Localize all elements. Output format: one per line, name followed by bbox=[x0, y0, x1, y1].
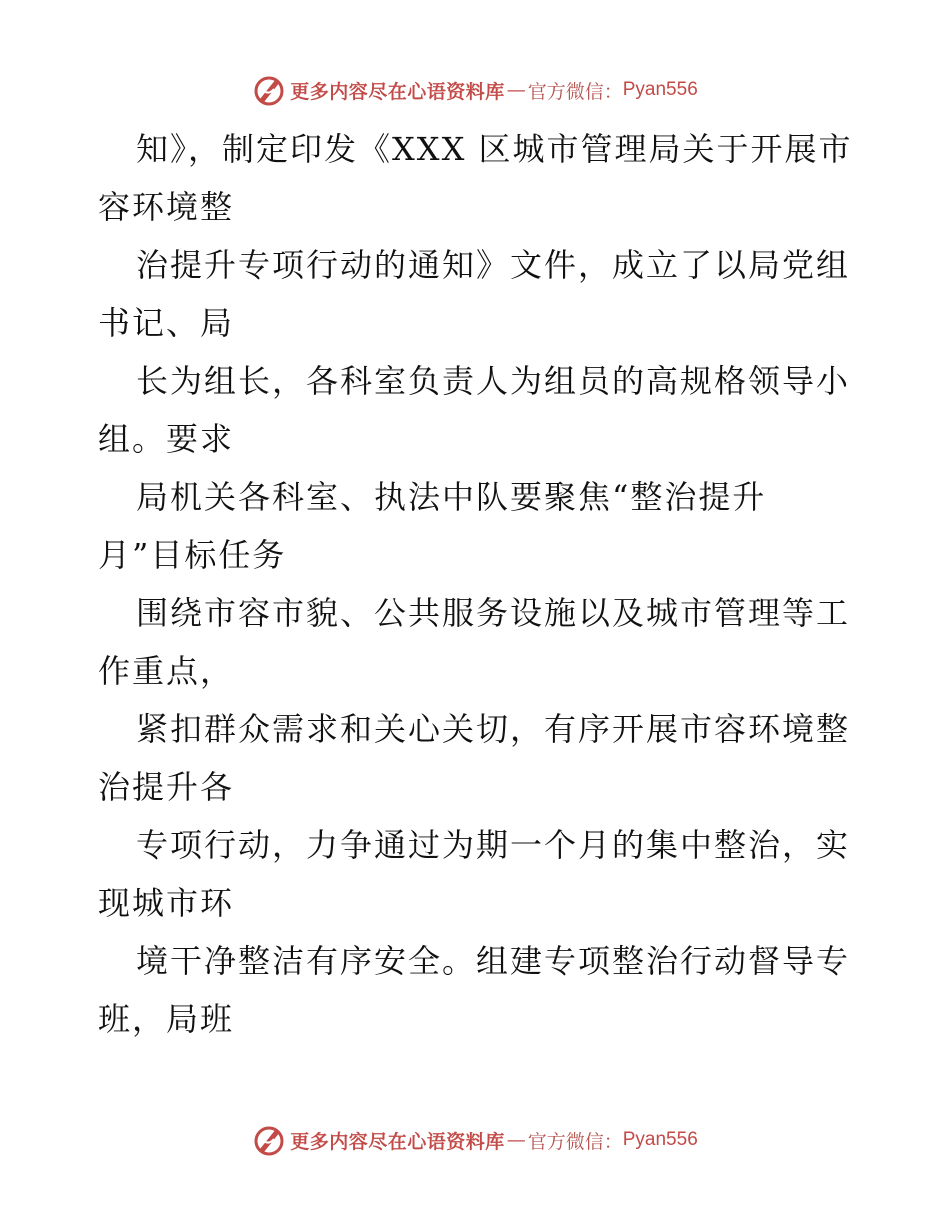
wechat-id: Pyan556 bbox=[622, 1129, 698, 1150]
text-line: 组。要求 bbox=[98, 420, 235, 458]
text-line: 境干净整洁有序安全。组建专项整治行动督导专 bbox=[136, 942, 851, 980]
pen-seal-logo-icon bbox=[252, 73, 286, 107]
text-line: 现城市环 bbox=[98, 884, 235, 922]
text-line: 书记、局 bbox=[98, 304, 235, 342]
text-line: 局机关各科室、执法中队要聚焦“整治提升 bbox=[136, 478, 767, 516]
footer-banner bbox=[0, 1120, 950, 1160]
banner-text: 更多内容尽在心语资料库 bbox=[290, 80, 505, 103]
text-line: 容环境整 bbox=[98, 188, 235, 226]
text-line: 紧扣群众需求和关心关切，有序开展市容环境整 bbox=[136, 710, 851, 748]
document-body bbox=[98, 120, 858, 1048]
header-banner bbox=[0, 70, 950, 110]
banner-dash: — bbox=[506, 1129, 526, 1151]
wechat-id: Pyan556 bbox=[622, 79, 698, 100]
banner-text: 更多内容尽在心语资料库 bbox=[290, 1130, 505, 1153]
text-line: 围绕市容市貌、公共服务设施以及城市管理等工 bbox=[136, 594, 851, 632]
banner-dash: — bbox=[506, 79, 526, 101]
wechat-label: 官方微信： bbox=[527, 1130, 623, 1153]
text-line: 月”目标任务 bbox=[98, 536, 287, 574]
text-line: 知》，制定印发《XXX 区城市管理局关于开展市 bbox=[136, 130, 853, 168]
text-line: 作重点， bbox=[98, 652, 235, 690]
text-line: 专项行动，力争通过为期一个月的集中整治，实 bbox=[136, 826, 851, 864]
wechat-label: 官方微信： bbox=[527, 80, 623, 103]
text-line: 班，局班 bbox=[98, 1000, 235, 1038]
text-line: 长为组长，各科室负责人为组员的高规格领导小 bbox=[136, 362, 851, 400]
text-line: 治提升各 bbox=[98, 768, 235, 806]
text-line: 治提升专项行动的通知》文件，成立了以局党组 bbox=[136, 246, 851, 284]
pen-seal-logo-icon bbox=[252, 1123, 286, 1157]
